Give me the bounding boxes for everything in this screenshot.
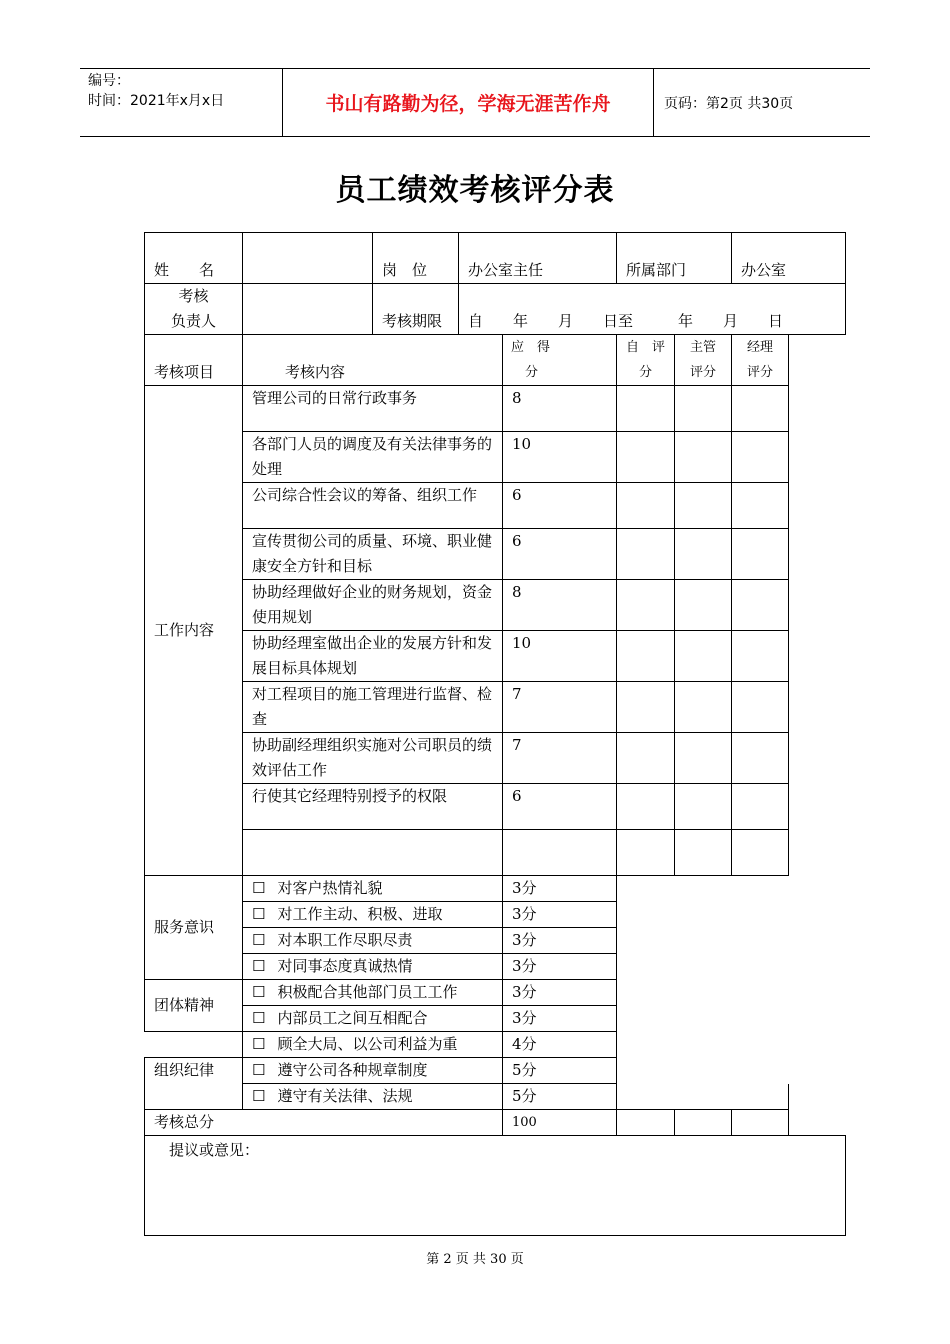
work-item-score: 7 bbox=[503, 733, 617, 784]
service-item bbox=[243, 928, 503, 954]
supervisor-total-cell[interactable] bbox=[675, 1110, 732, 1136]
team-item-text: 内部员工之间互相配合 bbox=[277, 1009, 428, 1027]
blank-cell bbox=[617, 902, 789, 928]
dept-value[interactable]: 办公室 bbox=[732, 233, 846, 284]
work-item-score: 10 bbox=[503, 432, 617, 483]
self-score-cell[interactable] bbox=[617, 631, 675, 682]
blank-cell bbox=[617, 928, 789, 954]
page-title: 员工绩效考核评分表 bbox=[335, 173, 615, 208]
work-item-text: 协助经理室做出企业的发展方针和发展目标具体规划 bbox=[243, 631, 503, 682]
col-header-supervisor-score bbox=[675, 335, 732, 386]
supervisor-score-cell[interactable] bbox=[675, 529, 732, 580]
header-motto: 书山有路勤为径，学海无涯苦作舟 bbox=[282, 69, 654, 136]
reviewer-label-line1: 考核 bbox=[178, 287, 209, 305]
self-score-cell[interactable] bbox=[617, 784, 675, 830]
col-header-supervisor-score-l2: 评分 bbox=[690, 365, 717, 380]
blank-cell bbox=[617, 1084, 789, 1110]
work-item-text: 公司综合性会议的筹备、组织工作 bbox=[243, 483, 503, 529]
work-item-empty[interactable] bbox=[243, 830, 503, 876]
work-item-score: 8 bbox=[503, 580, 617, 631]
suggestion-label: 提议或意见： bbox=[169, 1141, 260, 1159]
work-item-score: 6 bbox=[503, 483, 617, 529]
supervisor-score-cell[interactable] bbox=[675, 682, 732, 733]
section-service: 服务意识 bbox=[145, 876, 243, 980]
manager-score-cell[interactable] bbox=[732, 580, 789, 631]
self-score-cell[interactable] bbox=[617, 386, 675, 432]
col-header-manager-score bbox=[732, 335, 789, 386]
blank-cell bbox=[617, 1006, 789, 1032]
time-label: 时间：2021年x月x日 bbox=[88, 93, 225, 109]
col-header-due-score bbox=[503, 335, 617, 386]
blank-cell bbox=[617, 954, 789, 980]
reviewer-field[interactable] bbox=[243, 284, 373, 335]
manager-score-cell[interactable] bbox=[732, 529, 789, 580]
team-item-text: 顾全大局、以公司利益为重 bbox=[277, 1035, 458, 1053]
work-item-score: 10 bbox=[503, 631, 617, 682]
col-header-self-score-l2: 分 bbox=[639, 365, 653, 380]
work-item-text: 宣传贯彻公司的质量、环境、职业健康安全方针和目标 bbox=[243, 529, 503, 580]
supervisor-score-cell[interactable] bbox=[675, 386, 732, 432]
name-field[interactable] bbox=[243, 233, 373, 284]
manager-score-cell[interactable] bbox=[732, 784, 789, 830]
section-work: 工作内容 bbox=[145, 386, 243, 876]
manager-score-cell[interactable] bbox=[732, 386, 789, 432]
work-item-score: 6 bbox=[503, 784, 617, 830]
service-item-score: 3分 bbox=[503, 954, 617, 980]
col-header-item: 考核项目 bbox=[145, 335, 243, 386]
team-item bbox=[243, 980, 503, 1006]
discipline-item bbox=[243, 1084, 503, 1110]
service-item bbox=[243, 902, 503, 928]
header-meta bbox=[80, 69, 282, 136]
service-item-text: 对工作主动、积极、进取 bbox=[277, 905, 443, 923]
work-item-score: 8 bbox=[503, 386, 617, 432]
work-item-text: 行使其它经理特别授予的权限 bbox=[243, 784, 503, 830]
supervisor-score-cell[interactable] bbox=[675, 830, 732, 876]
col-header-due-score-l2: 分 bbox=[525, 365, 539, 380]
blank-cell bbox=[617, 1058, 789, 1084]
manager-score-cell[interactable] bbox=[732, 483, 789, 529]
discipline-item bbox=[243, 1058, 503, 1084]
work-item-text: 管理公司的日常行政事务 bbox=[243, 386, 503, 432]
checkbox-icon[interactable]: ☐ bbox=[252, 1087, 266, 1105]
self-score-cell[interactable] bbox=[617, 580, 675, 631]
number-label: 编号： bbox=[88, 73, 130, 89]
col-header-self-score-l1: 自 评 bbox=[626, 340, 666, 355]
service-item-score: 3分 bbox=[503, 902, 617, 928]
team-item bbox=[243, 1006, 503, 1032]
discipline-item-score: 5分 bbox=[503, 1084, 617, 1110]
manager-score-cell[interactable] bbox=[732, 682, 789, 733]
service-item-text: 对本职工作尽职尽责 bbox=[277, 931, 413, 949]
suggestion-box[interactable] bbox=[145, 1136, 846, 1236]
team-item-score: 4分 bbox=[503, 1032, 617, 1058]
service-item bbox=[243, 876, 503, 902]
team-item-text: 积极配合其他部门员工工作 bbox=[277, 983, 458, 1001]
work-item-score: 7 bbox=[503, 682, 617, 733]
col-header-manager-score-l2: 评分 bbox=[747, 365, 774, 380]
blank-cell bbox=[617, 980, 789, 1006]
blank-item-cell bbox=[145, 1032, 243, 1058]
dept-label: 所属部门 bbox=[617, 233, 732, 284]
team-item-score: 3分 bbox=[503, 1006, 617, 1032]
manager-score-cell[interactable] bbox=[732, 631, 789, 682]
total-value: 100 bbox=[503, 1110, 617, 1136]
header-page-info: 页码：第2页 共30页 bbox=[664, 95, 794, 112]
team-item bbox=[243, 1032, 503, 1058]
checkbox-icon[interactable]: ☐ bbox=[252, 1035, 266, 1053]
service-item-text: 对客户热情礼貌 bbox=[277, 879, 383, 897]
manager-total-cell[interactable] bbox=[732, 1110, 789, 1136]
reviewer-label bbox=[145, 284, 243, 335]
period-label: 考核期限 bbox=[373, 284, 459, 335]
col-header-self-score bbox=[617, 335, 675, 386]
self-score-cell[interactable] bbox=[617, 830, 675, 876]
supervisor-score-cell[interactable] bbox=[675, 631, 732, 682]
work-item-score: 6 bbox=[503, 529, 617, 580]
checkbox-icon[interactable]: ☐ bbox=[252, 1009, 266, 1027]
period-value[interactable]: 自 年 月 日至 年 月 日 bbox=[459, 284, 846, 335]
self-score-cell[interactable] bbox=[617, 682, 675, 733]
col-header-due-score-l1: 应 得 bbox=[511, 340, 551, 355]
checkbox-icon[interactable]: ☐ bbox=[252, 905, 266, 923]
col-header-manager-score-l1: 经理 bbox=[747, 340, 774, 355]
service-item bbox=[243, 954, 503, 980]
manager-score-cell[interactable] bbox=[732, 432, 789, 483]
checkbox-icon[interactable]: ☐ bbox=[252, 931, 266, 949]
self-score-cell[interactable] bbox=[617, 432, 675, 483]
discipline-item-text: 遵守公司各种规章制度 bbox=[277, 1061, 428, 1079]
manager-score-cell[interactable] bbox=[732, 733, 789, 784]
checkbox-icon[interactable]: ☐ bbox=[252, 983, 266, 1001]
evaluation-form bbox=[144, 232, 846, 1236]
supervisor-score-cell[interactable] bbox=[675, 483, 732, 529]
work-item-text: 协助经理做好企业的财务规划，资金使用规划 bbox=[243, 580, 503, 631]
name-label: 姓 名 bbox=[145, 233, 243, 284]
supervisor-score-cell[interactable] bbox=[675, 733, 732, 784]
section-team: 团体精神 bbox=[145, 980, 243, 1032]
supervisor-score-cell[interactable] bbox=[675, 784, 732, 830]
work-item-text: 各部门人员的调度及有关法律事务的处理 bbox=[243, 432, 503, 483]
checkbox-icon[interactable]: ☐ bbox=[252, 1061, 266, 1079]
service-item-score: 3分 bbox=[503, 876, 617, 902]
service-item-text: 对同事态度真诚热情 bbox=[277, 957, 413, 975]
checkbox-icon[interactable]: ☐ bbox=[252, 957, 266, 975]
self-total-cell[interactable] bbox=[617, 1110, 675, 1136]
team-item-score: 3分 bbox=[503, 980, 617, 1006]
blank-cell bbox=[617, 1032, 789, 1058]
total-label: 考核总分 bbox=[145, 1110, 503, 1136]
post-label: 岗 位 bbox=[373, 233, 459, 284]
col-header-supervisor-score-l1: 主管 bbox=[690, 340, 717, 355]
work-item-score-empty[interactable] bbox=[503, 830, 617, 876]
work-item-text: 协助副经理组织实施对公司职员的绩效评估工作 bbox=[243, 733, 503, 784]
service-item-score: 3分 bbox=[503, 928, 617, 954]
supervisor-score-cell[interactable] bbox=[675, 432, 732, 483]
self-score-cell[interactable] bbox=[617, 529, 675, 580]
col-header-content: 考核内容 bbox=[243, 335, 503, 386]
manager-score-cell[interactable] bbox=[732, 830, 789, 876]
page-footer: 第 2 页 共 30 页 bbox=[426, 1252, 524, 1267]
section-discipline: 组织纪律 bbox=[145, 1058, 243, 1110]
self-score-cell[interactable] bbox=[617, 733, 675, 784]
checkbox-icon[interactable]: ☐ bbox=[252, 879, 266, 897]
discipline-item-score: 5分 bbox=[503, 1058, 617, 1084]
blank-cell bbox=[617, 876, 789, 902]
work-item-text: 对工程项目的施工管理进行监督、检查 bbox=[243, 682, 503, 733]
supervisor-score-cell[interactable] bbox=[675, 580, 732, 631]
document-header bbox=[80, 68, 870, 137]
reviewer-label-line2: 负责人 bbox=[170, 312, 216, 330]
self-score-cell[interactable] bbox=[617, 483, 675, 529]
discipline-item-text: 遵守有关法律、法规 bbox=[277, 1087, 413, 1105]
post-value[interactable]: 办公室主任 bbox=[459, 233, 617, 284]
